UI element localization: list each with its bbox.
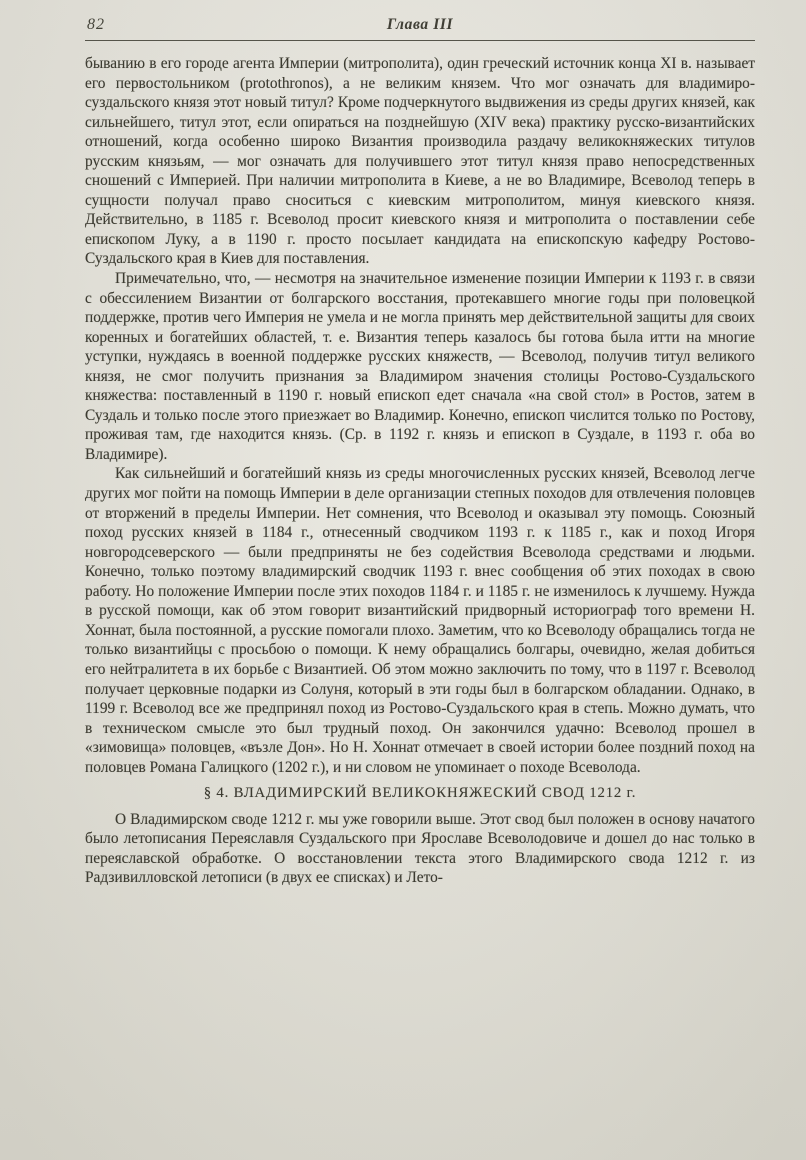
page-header — [85, 16, 755, 41]
chapter-running-title: Глава III — [386, 16, 454, 33]
body-paragraph: Как сильнейший и богатейший князь из среды многочисленных русских князей, Всеволод легче других мог пойти на помощь Империи в деле организации степных походов для отвлечения половцев от вторжений в пределы Империи. Нет сомнения, что Всеволод и оказывал эту помощь. Союзный поход русских князей в 1184 г., отнесенный сводчиком 1193 г. к 1185 г., как и поход Игоря новгородсеверского — были предприняты не без содействия Всеволода средствами и людьми. Конечно, только поэтому владимирский сводчик 1193 г. внес сообщения об этих походах в свою работу. Но положение Империи после этих походов 1184 г. и 1185 г. не изменилось к лучшему. Нужда в русской помощи, как об этом говорит византийский придворный историограф того времени Н. Хоннат, была постоянной, а русские помогали плохо. Заметим, что ко Всеволоду обращались тогда не только византийцы с просьбою о помощи. К нему обращались болгары, очевидно, желая добиться его нейтралитета в их борьбе с Византией. Об этом можно заключить по тому, что в 1197 г. Всеволод получает церковные подарки из Солуня, который в эти годы был в болгарском обладании. Однако, в 1199 г. Всеволод все же предпринял поход из Ростово-Суздальского края в степь. Можно думать, что в техническом смысле это был трудный поход. Он закончился удачно: Всеволод прошел в «зимовища» половцев, «възле Дон». Но Н. Хоннат отмечает в своей истории более поздний поход на половцев Романа Галицкого (1202 г.), и ни словом не упоминает о походе Всеволода. — [85, 465, 755, 776]
page-number: 82 — [87, 16, 105, 33]
body-text-block — [85, 54, 755, 888]
section-heading: § 4. ВЛАДИМИРСКИЙ ВЕЛИКОКНЯЖЕСКИЙ СВОД 1212 г. — [203, 785, 637, 802]
body-paragraph-continuation: быванию в его городе агента Империи (митрополита), один греческий источник конца XI в. называет его первостольником (protothronos), а не великим князем. Что мог означать для владимиро-суздальского князя этот новый титул? Кроме подчеркнутого выдвижения из среды других князей, как сильнейшего, титул этот, если опираться на позднейшую (XIV века) практику русско-византийских отношений, когда особенно широко Византия производила раздачу великокняжеских титулов русским князьям, — мог означать для получившего этот титул князя право непосредственных сношений с Империей. При наличии митрополита в Киеве, а не во Владимире, Всеволод теперь в сущности получал право сноситься с киевским митрополитом, минуя киевского князя. Действительно, в 1185 г. Всеволод просит киевского князя и митрополита о поставлении себе епископом Луку, а в 1190 г. просто посылает кандидата на епископскую кафедру Ростово-Суздальского края в Киев для поставления. — [85, 55, 755, 268]
body-paragraph: Примечательно, что, — несмотря на значительное изменение позиции Империи к 1193 г. в связи с обессилением Византии от болгарского восстания, протекавшего многие годы при половецкой поддержке, против чего Империя не умела и не могла принять мер действительной защиты для своих коренных и богатейших областей, т. е. Византия теперь казалось бы готова была итти на многие уступки, нуждаясь в военной поддержке русских княжеств, — Всеволод, получив титул великого князя, не смог получить признания за Владимиром значения столицы Ростово-Суздальского княжества: поставленный в 1190 г. новый епископ едет сначала «на свой стол» в Ростов, затем в Суздаль и только после этого приезжает во Владимир. Конечно, епископ числится только по Ростову, проживая там, где находится князь. (Ср. в 1192 г. князь и епископ в Суздале, в 1193 г. оба во Владимире). — [85, 270, 755, 463]
body-paragraph-last: О Владимирском своде 1212 г. мы уже говорили выше. Этот свод был положен в основу начатого было летописания Переяславля Суздальского при Ярославе Всеволодовиче и дошел до нас только в переяславской обработке. О восстановлении текста этого Владимирского свода 1212 г. из Радзивилловской летописи (в двух ее списках) и Лето- — [85, 810, 755, 887]
